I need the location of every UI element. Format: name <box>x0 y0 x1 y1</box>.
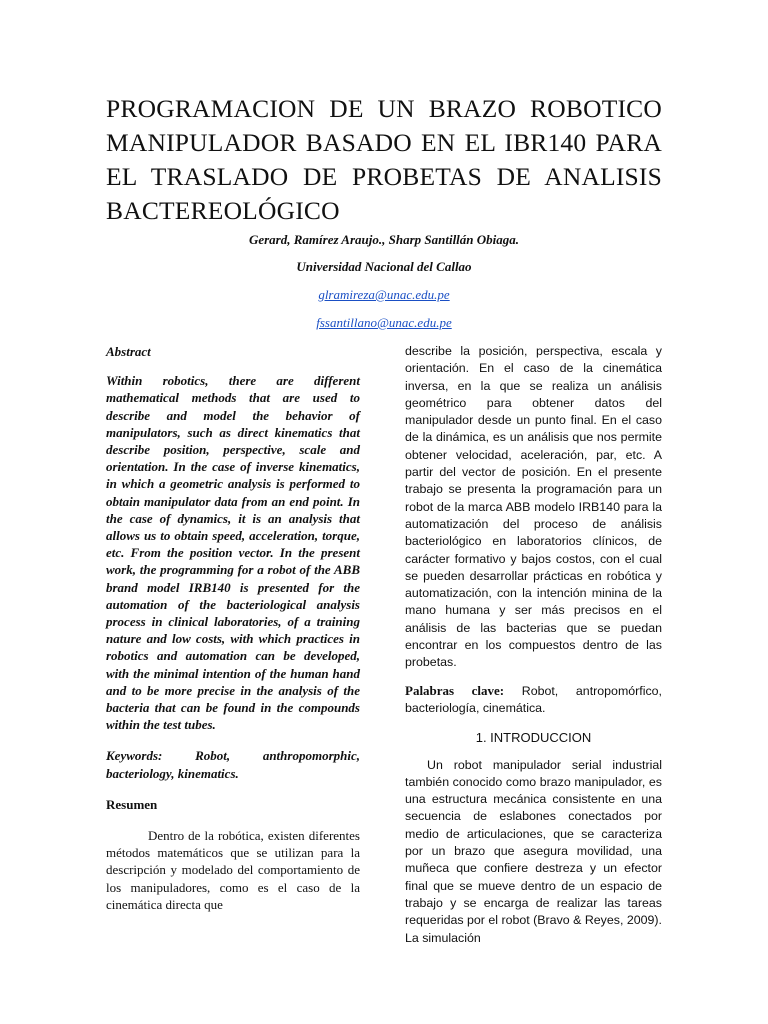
title-line: MANIPULADOR BASADO EN EL IBR140 PARA <box>106 128 662 157</box>
resumen-continued: describe la posición, perspectiva, escala y orientación. En el caso de la cinemática inversa, en la que se realiza un análisis geométrico para obtener datos del manipulador desde un punto final. En el caso de la dinámica, es un análisis que nos permite obtener velocidad, aceleración, par, etc. A partir del vector de posición. En el presente trabajo se presenta la programación para un robot de la marca ABB modelo IRB140 para la automatización del proceso de análisis bacteriológico en laboratorios clínicos, de carácter formativo y bajos costos, con el cual se pueden desarrollar prácticas en robótica y automatización, con la intención minina de la mano humana y ser más precisos en el análisis de las bacterias que se puedan encontrar en los compuestos dentro de las probetas. <box>405 344 662 670</box>
introduction-text: Un robot manipulador serial industrial también conocido como brazo manipulador, es una estructura mecánica consistente en una secuencia de eslabones conectados por medio de articulaciones, que se caracteriza por un brazo que asegura movilidad, una muñeca que confiere destreza y un efector final que se mueve dentro de un espacio de trabajo y se encarga de realizar las tareas requeridas por el robot (Bravo & Reyes, 2009). La simulación <box>405 757 662 945</box>
title-line: BACTEREOLÓGICO <box>106 196 340 225</box>
right-column <box>405 343 662 947</box>
affiliation: Universidad Nacional del Callao <box>296 259 472 274</box>
keywords: Keywords: Robot, anthropomorphic, bacteriology, kinematics. <box>106 748 360 781</box>
abstract-heading: Abstract <box>106 344 151 359</box>
email-link-1[interactable]: glramireza@unac.edu.pe <box>318 287 450 302</box>
abstract-text: Within robotics, there are different mathematical methods that are used to describe and model the behavior of manipulators, such as direct kinematics that describe position, perspective, scale and orientation. In the case of inverse kinematics, in which a geometric analysis is performed to obtain manipulator data from an end point. In the case of dynamics, it is an analysis that allows us to obtain speed, acceleration, torque, etc. From the position vector. In the present work, the programming for a robot of the ABB brand model IRB140 is presented for the automation of the bacteriological analysis process in clinical laboratories, of a training nature and low costs, with which practices in robotics and automation can be developed, with the minimal intention of the human hand and to be more precise in the analysis of the bacteria that can be found in the compounds within the test tubes. <box>106 373 360 733</box>
resumen-text: Dentro de la robótica, existen diferentes métodos matemáticos que se utilizan para la descripción y modelado del comportamiento de los manipuladores, como es el caso de la cinemática directa que <box>106 828 360 912</box>
title-line: EL TRASLADO DE PROBETAS DE ANALISIS <box>106 162 662 191</box>
introduction-heading: 1. INTRODUCCION <box>475 730 592 746</box>
left-column <box>106 343 360 913</box>
palabras-label: Palabras clave: <box>405 682 505 698</box>
palabras-clave <box>405 682 662 718</box>
authors: Gerard, Ramírez Araujo., Sharp Santillán Obiaga. <box>248 232 520 247</box>
paper-title <box>106 92 662 228</box>
title-line: PROGRAMACION DE UN BRAZO ROBOTICO <box>106 94 662 123</box>
palabras-text: Robot, antropomórfico, bacteriología, cinemática. <box>405 683 663 715</box>
resumen-heading: Resumen <box>106 796 158 812</box>
email-link-2[interactable]: fssantillano@unac.edu.pe <box>316 315 452 330</box>
